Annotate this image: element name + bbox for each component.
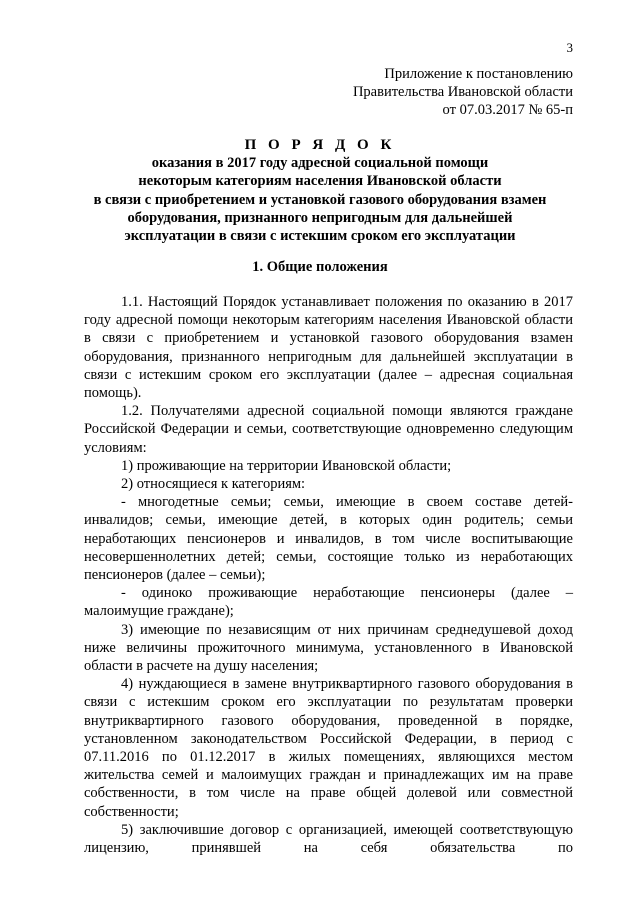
appendix-line: Правительства Ивановской области [352, 84, 573, 100]
appendix-line: от 07.03.2017 № 65-п [442, 102, 573, 118]
title-line: в связи с приобретением и установкой газового оборудования взамен [93, 191, 547, 208]
appendix-line: Приложение к постановлению [384, 66, 573, 82]
title-line: оказания в 2017 году адресной социальной помощи [151, 155, 489, 172]
paragraph: 2) относящиеся к категориям: [121, 476, 306, 493]
paragraph: 5) заключившие договор с организацией, имеющей соответствующую лицензию, принявшей на себя обязательства по [84, 821, 573, 857]
body-text [84, 293, 573, 857]
paragraph: 1.2. Получателями адресной социальной помощи являются граждане Российской Федерации и семьи, соответствующие одновременно следующим условиям: [84, 403, 573, 456]
title-line: оборудования, признанного непригодным для дальнейшей [127, 209, 513, 226]
paragraph: 1.1. Настоящий Порядок устанавливает положения по оказанию в 2017 году адресной помощи некоторым категориям населения Ивановской области в связи с приобретением и установкой газового оборудования взамен оборудования, признанного непригодным для дальнейшей эксплуатации в связи с истекшим сроком его эксплуатации (далее – адресная социальная помощь). [84, 294, 573, 402]
paragraph: 4) нуждающиеся в замене внутриквартирного газового оборудования в связи с истекшим сроком его эксплуатации по результатам проверки внутриквартирного газового оборудования, проведенной в порядке, установленном законодательством Российской Федерации, в период с 07.11.2016 по 01.12.2017 в жилых помещениях, являющихся местом жительства семей и малоимущих граждан и принадлежащих им на праве собственности, в том числе на праве общей долевой или совместной собственности; [84, 676, 573, 820]
paragraph: - многодетные семьи; семьи, имеющие в своем составе детей-инвалидов; семьи, имеющие детей, в которых один родитель; семьи неработающих пенсионеров и инвалидов, в том числе воспитывающие несовершеннолетних детей; семьи, состоящие только из неработающих пенсионеров (далее – семьи); [84, 494, 573, 584]
section-heading: 1. Общие положения [252, 259, 388, 275]
title-line: некоторым категориям населения Ивановской области [138, 173, 502, 190]
paragraph: - одиноко проживающие неработающие пенсионеры (далее – малоимущие граждане); [84, 585, 573, 620]
page-number: 3 [566, 40, 573, 55]
document-title [67, 136, 573, 245]
title-line: эксплуатации в связи с истекшим сроком его эксплуатации [124, 228, 516, 245]
paragraph: 1) проживающие на территории Ивановской области; [121, 457, 452, 474]
title-word: П О Р Я Д О К [244, 137, 396, 153]
appendix-reference [353, 65, 573, 119]
paragraph: 3) имеющие по независящим от них причинам среднедушевой доход ниже величины прожиточного минимума, установленного в Ивановской области в расчете на душу населения; [84, 621, 573, 675]
